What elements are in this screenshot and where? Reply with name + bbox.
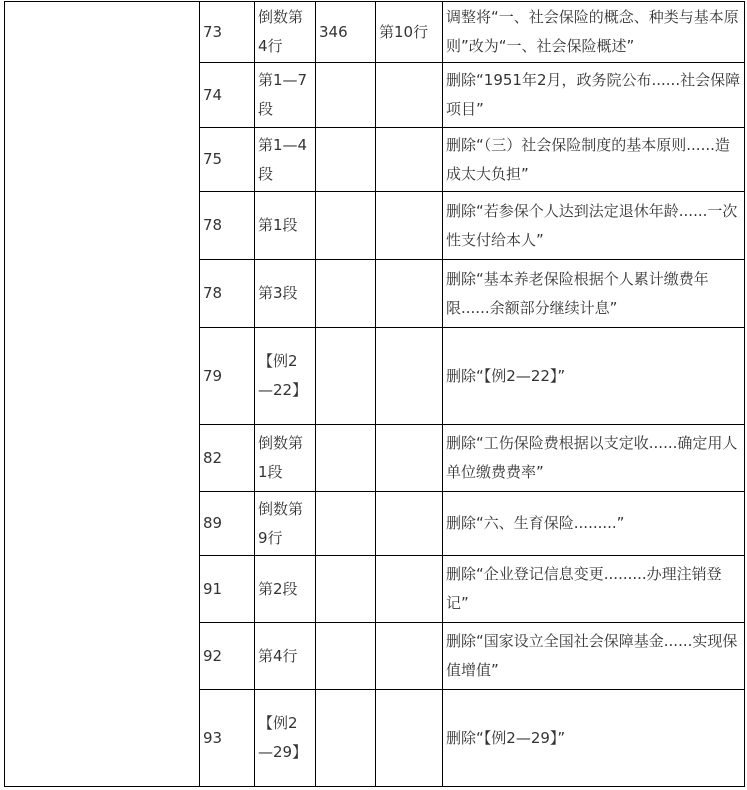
cell-change: 删除“【例2—29】” bbox=[443, 690, 745, 787]
cell-page: 78 bbox=[200, 260, 255, 328]
cell-new-page bbox=[316, 192, 376, 260]
cell-new-page bbox=[316, 328, 376, 425]
cell-change: 删除“（三）社会保险制度的基本原则......造成太大负担” bbox=[443, 128, 745, 192]
cell-position: 第1—4段 bbox=[255, 128, 316, 192]
cell-new-position bbox=[376, 492, 443, 556]
cell-new-position bbox=[376, 425, 443, 492]
cell-position: 第4行 bbox=[255, 623, 316, 690]
cell-new-position bbox=[376, 328, 443, 425]
cell-new-position bbox=[376, 63, 443, 128]
cell-new-page bbox=[316, 425, 376, 492]
left-empty-cell bbox=[5, 2, 200, 787]
cell-position: 第1段 bbox=[255, 192, 316, 260]
cell-change: 删除“国家设立全国社会保障基金......实现保值增值” bbox=[443, 623, 745, 690]
cell-new-position bbox=[376, 623, 443, 690]
cell-change: 删除“六、生育保险.........” bbox=[443, 492, 745, 556]
cell-new-page: 346 bbox=[316, 2, 376, 63]
table-row bbox=[5, 2, 745, 63]
cell-page: 92 bbox=[200, 623, 255, 690]
cell-position: 第1—7段 bbox=[255, 63, 316, 128]
cell-page: 78 bbox=[200, 192, 255, 260]
cell-position: 【例2—22】 bbox=[255, 328, 316, 425]
cell-page: 73 bbox=[200, 2, 255, 63]
cell-page: 89 bbox=[200, 492, 255, 556]
cell-change: 删除“1951年2月，政务院公布......社会保障项目” bbox=[443, 63, 745, 128]
cell-new-position bbox=[376, 690, 443, 787]
cell-page: 74 bbox=[200, 63, 255, 128]
cell-change: 调整将“一、社会保险的概念、种类与基本原则”改为“一、社会保险概述” bbox=[443, 2, 745, 63]
cell-position: 第3段 bbox=[255, 260, 316, 328]
cell-new-page bbox=[316, 128, 376, 192]
errata-table bbox=[4, 1, 745, 787]
cell-position: 倒数第1段 bbox=[255, 425, 316, 492]
cell-new-page bbox=[316, 63, 376, 128]
cell-new-position bbox=[376, 128, 443, 192]
cell-page: 82 bbox=[200, 425, 255, 492]
cell-change: 删除“工伤保险费根据以支定收......确定用人单位缴费费率” bbox=[443, 425, 745, 492]
cell-new-position bbox=[376, 260, 443, 328]
cell-new-position bbox=[376, 556, 443, 623]
cell-new-page bbox=[316, 260, 376, 328]
cell-new-position: 第10行 bbox=[376, 2, 443, 63]
cell-new-page bbox=[316, 690, 376, 787]
cell-page: 79 bbox=[200, 328, 255, 425]
cell-change: 删除“若参保个人达到法定退休年龄......一次性支付给本人” bbox=[443, 192, 745, 260]
cell-page: 93 bbox=[200, 690, 255, 787]
cell-page: 75 bbox=[200, 128, 255, 192]
cell-position: 第2段 bbox=[255, 556, 316, 623]
cell-new-page bbox=[316, 492, 376, 556]
cell-new-position bbox=[376, 192, 443, 260]
cell-position: 倒数第9行 bbox=[255, 492, 316, 556]
cell-new-page bbox=[316, 623, 376, 690]
cell-new-page bbox=[316, 556, 376, 623]
cell-change: 删除“基本养老保险根据个人累计缴费年限......余额部分继续计息” bbox=[443, 260, 745, 328]
cell-position: 【例2—29】 bbox=[255, 690, 316, 787]
cell-position: 倒数第4行 bbox=[255, 2, 316, 63]
cell-change: 删除“【例2—22】” bbox=[443, 328, 745, 425]
cell-page: 91 bbox=[200, 556, 255, 623]
cell-change: 删除“企业登记信息变更.........办理注销登记” bbox=[443, 556, 745, 623]
